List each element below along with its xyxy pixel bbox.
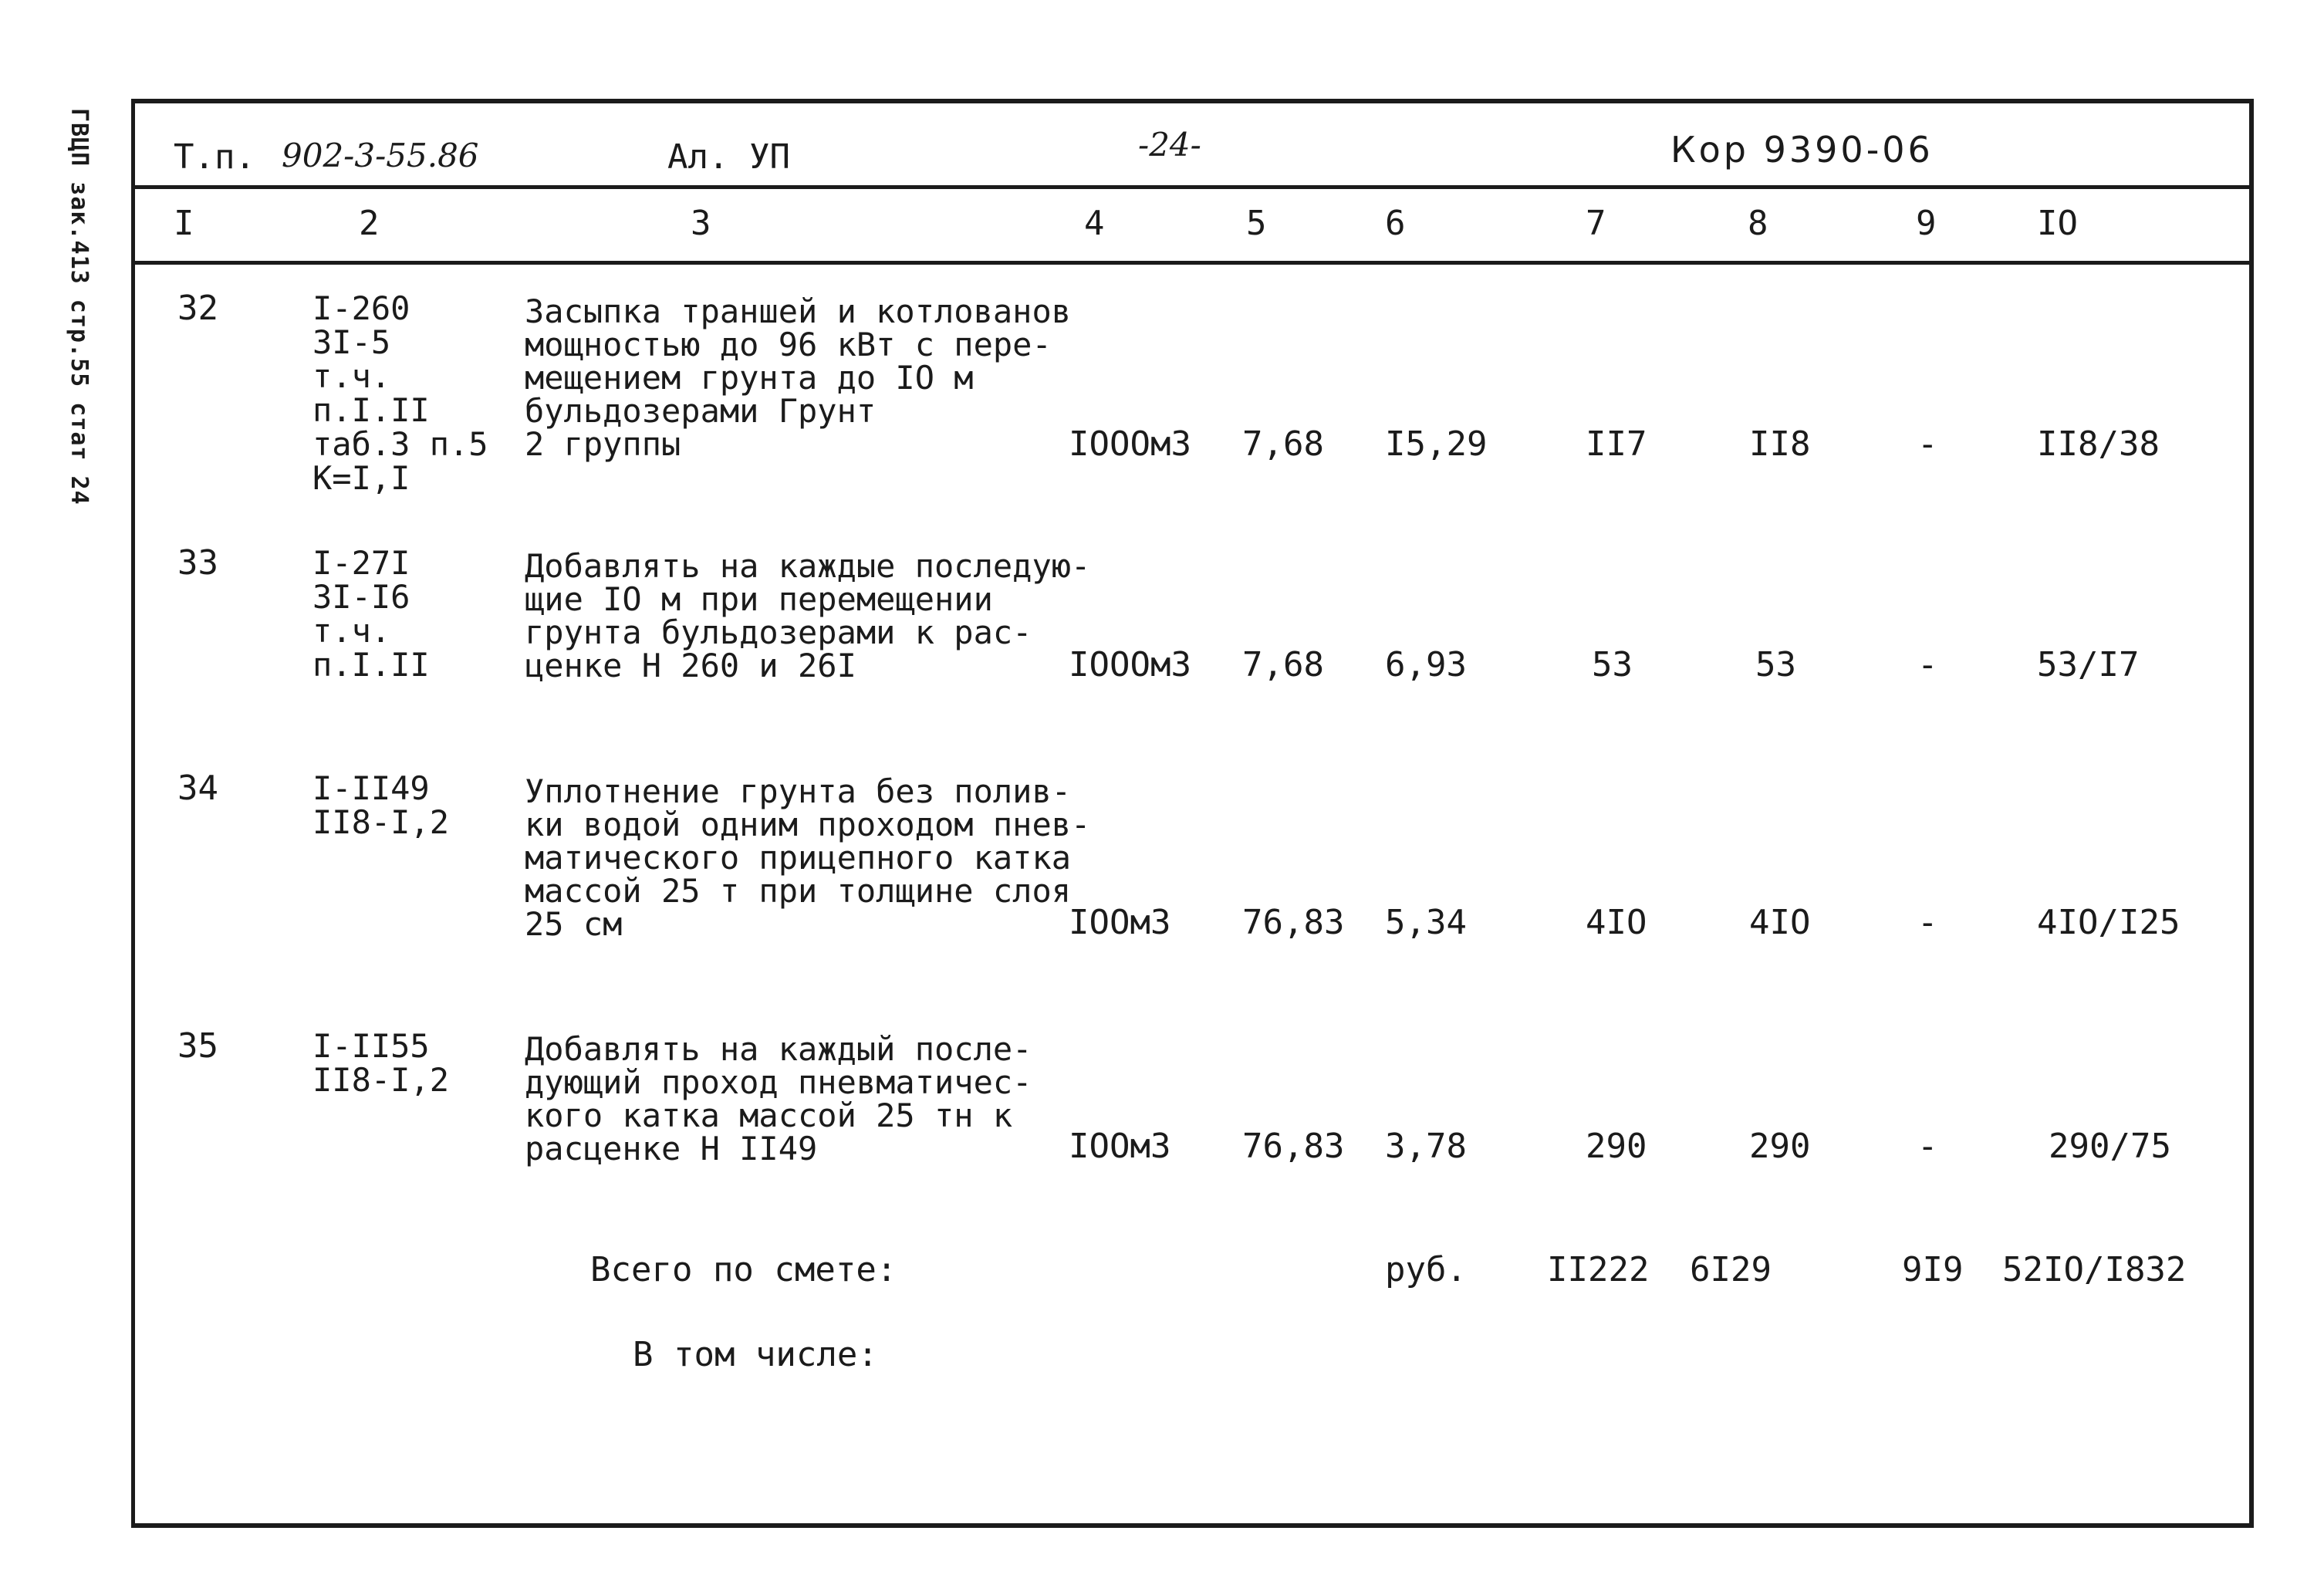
- row-code: I-260 3I-5 т.ч. п.I.II таб.3 п.5 К=I,I: [312, 289, 488, 497]
- row-col7: 53: [1592, 645, 1633, 684]
- col-header-9: 9: [1916, 204, 1937, 243]
- row-col10: II8/38: [2037, 424, 2160, 464]
- row-col8: 4IO: [1749, 903, 1811, 942]
- col-header-7: 7: [1586, 204, 1606, 243]
- totals-col7: II222: [1547, 1250, 1650, 1289]
- col-header-8: 8: [1748, 204, 1768, 243]
- header-divider: [135, 185, 2249, 189]
- row-code: I-II49 II8-I,2: [312, 769, 450, 841]
- row-unit: IOOм3: [1069, 1127, 1171, 1166]
- album-label: Ал. УП: [667, 137, 790, 177]
- row-description: Засыпка траншей и котлованов мощностью до 96 кВт с пере- мещением грунта до IO м бульдозерами Грунт 2 группы: [525, 292, 1072, 463]
- columns-divider: [135, 261, 2249, 265]
- row-price: I5,29: [1385, 424, 1488, 464]
- col-header-3: 3: [691, 204, 711, 243]
- row-description: Уплотнение грунта без полив- ки водой одним проходом пнев- матического прицепного катка массой 25 т при толщине слоя 25 см: [525, 772, 1091, 943]
- row-unit: IOOOм3: [1069, 645, 1191, 684]
- document-stamp: Кор 9390-06: [1670, 129, 1934, 171]
- col-header-4: 4: [1084, 204, 1105, 243]
- totals-col8: 6I29: [1690, 1250, 1772, 1289]
- row-col7: 290: [1586, 1127, 1647, 1166]
- row-unit: IOOм3: [1069, 903, 1171, 942]
- row-col9: -: [1917, 645, 1938, 684]
- row-col10: 290/75: [2049, 1127, 2171, 1166]
- page-number: -24-: [1138, 126, 1201, 164]
- row-col9: -: [1917, 903, 1938, 942]
- col-header-5: 5: [1246, 204, 1267, 243]
- row-col9: -: [1917, 424, 1938, 464]
- row-quantity: 7,68: [1242, 424, 1324, 464]
- totals-col10: 52IO/I832: [2002, 1250, 2187, 1289]
- side-archive-note: ГВЦП зак.413 стр.55 стат 24: [66, 108, 93, 505]
- including-label: В том числе:: [633, 1335, 878, 1374]
- row-col10: 53/I7: [2037, 645, 2140, 684]
- col-header-1: I: [174, 204, 194, 243]
- row-quantity: 76,83: [1242, 903, 1345, 942]
- row-code: I-27I 3I-I6 т.ч. п.I.II: [312, 544, 430, 684]
- totals-col9: 9I9: [1902, 1250, 1964, 1289]
- col-header-2: 2: [359, 204, 380, 243]
- row-code: I-II55 II8-I,2: [312, 1027, 450, 1099]
- row-col7: II7: [1586, 424, 1647, 464]
- row-number: 32: [177, 289, 218, 328]
- row-col8: II8: [1749, 424, 1811, 464]
- row-number: 35: [177, 1026, 218, 1066]
- row-number: 34: [177, 769, 218, 808]
- row-number: 33: [177, 543, 218, 583]
- row-col8: 290: [1749, 1127, 1811, 1166]
- totals-currency: руб.: [1385, 1250, 1467, 1289]
- row-description: Добавлять на каждый после- дующий проход пневматичес- кого катка массой 25 тн к расценке Н II49: [525, 1030, 1032, 1168]
- estimate-sheet: [131, 99, 2254, 1528]
- row-col9: -: [1917, 1127, 1938, 1166]
- row-col10: 4IO/I25: [2037, 903, 2180, 942]
- row-description: Добавлять на каждые последую- щие IO м при перемещении грунта бульдозерами к рас- ценке Н 260 и 26I: [525, 547, 1091, 684]
- row-price: 3,78: [1385, 1127, 1467, 1166]
- row-price: 5,34: [1385, 903, 1467, 942]
- project-label: Т.п.: [174, 137, 255, 177]
- col-header-10: IO: [2037, 204, 2078, 243]
- row-col8: 53: [1755, 645, 1796, 684]
- row-col7: 4IO: [1586, 903, 1647, 942]
- project-number: 902-3-55.86: [282, 137, 479, 174]
- row-quantity: 7,68: [1242, 645, 1324, 684]
- totals-label: Всего по смете:: [590, 1250, 897, 1289]
- row-price: 6,93: [1385, 645, 1467, 684]
- row-quantity: 76,83: [1242, 1127, 1345, 1166]
- col-header-6: 6: [1385, 204, 1406, 243]
- row-unit: IOOOм3: [1069, 424, 1191, 464]
